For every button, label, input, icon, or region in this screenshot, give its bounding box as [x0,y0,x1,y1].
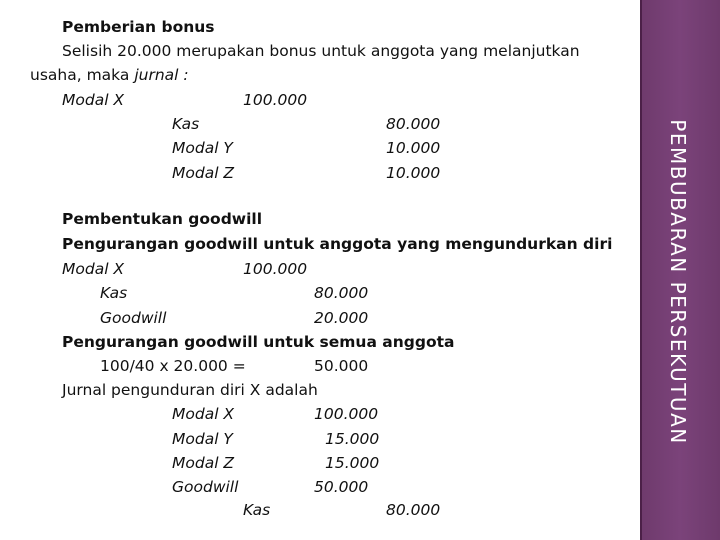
goodwill-calculation: 100/40 x 20.000 = [100,357,246,375]
goodwill-journal-account: Modal Y [172,430,233,448]
bonus-entry-debit: 100.000 [243,91,308,109]
bonus-entry-account: Modal X [62,91,125,109]
bonus-entry-credit: 10.000 [386,164,441,182]
bonus-description-prefix: usaha, maka [30,66,135,84]
bonus-description-jurnal: jurnal : [134,66,189,84]
goodwill-subheading-all: Pengurangan goodwill untuk semua anggota [62,333,455,351]
goodwill-journal-amount: 100.000 [314,405,379,423]
bonus-entry-account: Kas [172,115,200,133]
goodwill-journal-final-amount: 80.000 [386,501,441,519]
goodwill-journal-amount: 50.000 [314,478,369,496]
goodwill-entry-debit: 100.000 [243,260,308,278]
bonus-entry-credit: 80.000 [386,115,441,133]
goodwill-entry-account: Modal X [62,260,125,278]
goodwill-journal-account: Goodwill [172,478,239,496]
goodwill-journal-intro: Jurnal pengunduran diri X adalah [62,381,318,399]
bonus-entry-account: Modal Y [172,139,233,157]
bonus-heading: Pemberian bonus [62,18,215,36]
goodwill-journal-amount: 15.000 [325,430,380,448]
goodwill-journal-amount: 15.000 [325,454,380,472]
goodwill-subheading-retiring: Pengurangan goodwill untuk anggota yang mengundurkan diri [62,235,613,253]
goodwill-journal-account: Modal X [172,405,235,423]
goodwill-journal-account: Modal Z [172,454,235,472]
goodwill-entry-account: Kas [100,284,128,302]
goodwill-entry-account: Goodwill [100,309,167,327]
goodwill-entry-credit: 80.000 [314,284,369,302]
bonus-entry-credit: 10.000 [386,139,441,157]
goodwill-calculation-result: 50.000 [314,357,369,375]
goodwill-heading: Pembentukan goodwill [62,210,263,228]
side-title: PEMBUBARAN PERSEKUTUAN [666,119,690,445]
goodwill-entry-credit: 20.000 [314,309,369,327]
bonus-description-line1: Selisih 20.000 merupakan bonus untuk anggota yang melanjutkan [62,42,580,60]
bonus-entry-account: Modal Z [172,164,235,182]
goodwill-journal-final-account: Kas [243,501,271,519]
bonus-description-line2 [30,65,189,85]
